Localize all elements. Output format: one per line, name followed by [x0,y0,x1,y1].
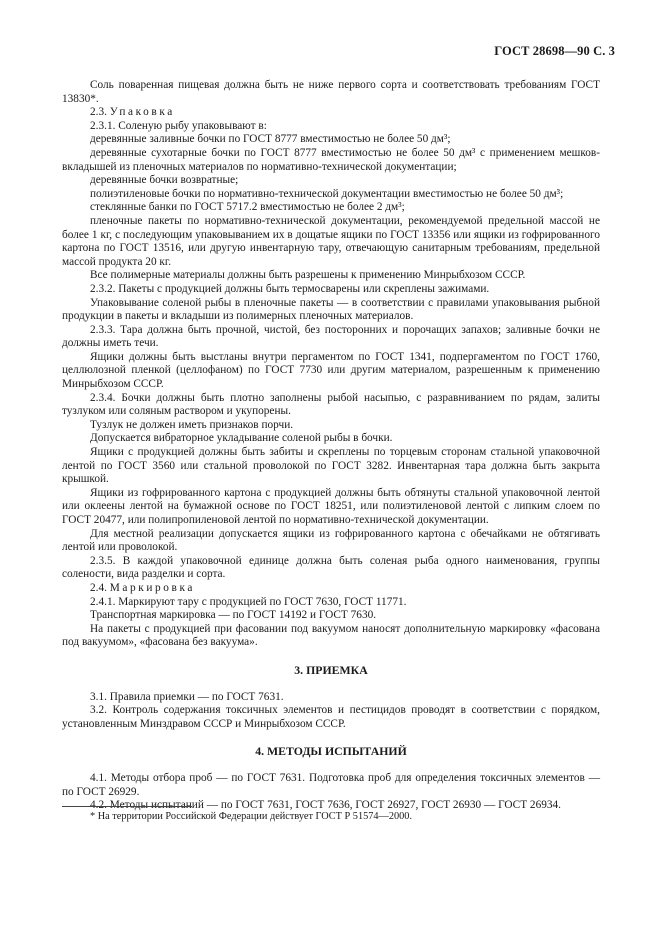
paragraph: деревянные заливные бочки по ГОСТ 8777 вместимостью не более 50 дм³; [90,133,451,146]
subsection-number: 2.4. [90,581,107,594]
paragraph: Ящики должны быть выстланы внутри пергаментом по ГОСТ 1341, подпергаментом по ГОСТ 1760, целлюлозной пленкой (целлофаном) по ГОСТ 7730 или другим материалом, разрешенным к применению Минрыбхозом СССР. [62,350,600,391]
subsection-packaging [62,106,600,120]
subsection-title: Упаковка [109,106,175,119]
paragraph: Для местной реализации допускается ящики из гофрированного картона с обечайками не обтягивать лентой или проволокой. [62,527,600,554]
footnote: * На территории Российской Федерации действует ГОСТ Р 51574—2000. [90,811,413,822]
paragraph: Транспортная маркировка — по ГОСТ 14192 и ГОСТ 7630. [90,609,377,622]
paragraph: 4.1. Методы отбора проб — по ГОСТ 7631. Подготовка проб для определения токсичных элементов — по ГОСТ 26929. [62,771,600,798]
paragraph: полиэтиленовые бочки по нормативно-технической документации вместимостью не более 50 дм³; [90,187,564,200]
footnote-divider [62,806,192,807]
paragraph: Все полимерные материалы должны быть разрешены к применению Минрыбхозом СССР. [90,269,526,282]
paragraph: стеклянные банки по ГОСТ 5717.2 вместимостью не более 2 дм³; [90,201,405,214]
document-body [62,79,600,813]
subsection-number: 2.3. [90,106,107,119]
paragraph: Допускается вибраторное укладывание соленой рыбы в бочки. [90,432,393,445]
paragraph: деревянные бочки возвратные; [90,174,239,187]
section-heading-acceptance: 3. ПРИЕМКА [294,662,368,677]
paragraph: 2.3.5. В каждой упаковочной единице должна быть соленая рыба одного наименования, группы солености, вида разделки и сорта. [62,554,600,581]
paragraph: 3.2. Контроль содержания токсичных элементов и пестицидов проводят в соответствии с порядком, установленным Минздравом СССР и Минрыбхозом СССР. [62,704,600,730]
paragraph: Тузлук не должен иметь признаков порчи. [90,418,294,431]
paragraph: Упаковывание соленой рыбы в пленочные пакеты — в соответствии с правилами упаковывания рыбной продукции в пакеты и вкладыши из полимерных пленочных материалов. [62,296,600,323]
section-heading-test-methods: 4. МЕТОДЫ ИСПЫТАНИЙ [255,744,407,759]
paragraph: 4.2. Методы испытаний — по ГОСТ 7631, ГОСТ 7636, ГОСТ 26927, ГОСТ 26930 — ГОСТ 26934. [90,799,561,812]
paragraph: 3.1. Правила приемки — по ГОСТ 7631. [90,690,284,703]
paragraph-salt: Соль поваренная пищевая должна быть не ниже первого сорта и соответствовать требованиям ГОСТ 13830*. [62,79,600,105]
paragraph: 2.3.1. Соленую рыбу упаковывают в: [90,119,267,132]
paragraph: 2.3.2. Пакеты с продукцией должны быть термосварены или скреплены зажимами. [90,282,490,295]
paragraph: 2.4.1. Маркируют тару с продукцией по ГОСТ 7630, ГОСТ 11771. [90,595,407,608]
paragraph: 2.3.3. Тара должна быть прочной, чистой, без посторонних и порочащих запахов; заливные бочки не должны иметь течи. [62,323,600,350]
page-header: ГОСТ 28698—90 С. 3 [494,44,615,58]
paragraph: На пакеты с продукцией при фасовании под вакуумом наносят дополнительную маркировку «фасована под вакуумом», «фасована без вакуума». [62,622,600,649]
paragraph: деревянные сухотарные бочки по ГОСТ 8777 вместимостью не более 50 дм³ с применением мешков-вкладышей из пленочных материалов по нормативно-технической документации; [62,146,600,173]
paragraph: пленочные пакеты по нормативно-технической документации, рекомендуемой предельной массой не более 1 кг, с последующим упаковыванием их в дощатые ящики по ГОСТ 13356 или ящики из гофрированного картона по ГОСТ 13516, или другую инвентарную тару, отвечающую санитарным требованиям, предельной массой продукта 20 кг. [62,214,600,268]
paragraph: Ящики с продукцией должны быть забиты и скреплены по торцевым сторонам стальной упаковочной лентой по ГОСТ 3560 или стальной проволокой по ГОСТ 3282. Инвентарная тара должна быть закрыта крышкой. [62,446,600,486]
subsection-title: Маркировка [109,581,195,594]
paragraph: 2.3.4. Бочки должны быть плотно заполнены рыбой насыпью, с разравниванием по рядам, залиты тузлуком или соляным раствором и укупорены. [62,391,600,418]
paragraph: Ящики из гофрированного картона с продукцией должны быть обтянуты стальной упаковочной лентой или оклеены лентой на бумажной основе по ГОСТ 18251, или полиэтиленовой лентой с липким слоем по ГОСТ 20477, или полипропиленовой лентой по нормативно-технической документации. [62,486,600,526]
subsection-marking [62,582,600,596]
